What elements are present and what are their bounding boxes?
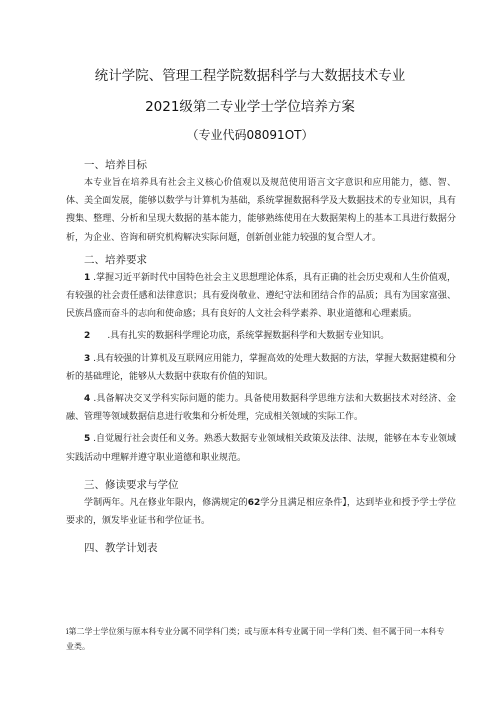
study-requirements-paragraph <box>66 494 456 530</box>
requirement-2-text: .具有扎实的数据科学理论功底，系统掌握数据科学和大数据专业知识。 <box>90 331 390 342</box>
section-heading-goals: 一、培养目标 <box>84 159 147 171</box>
section-heading-requirements: 二、培养要求 <box>84 253 147 266</box>
major-code: （专业代码08091OT） <box>186 128 314 142</box>
requirement-4-text: .具备解决交叉学科实际问题的能力。具备使用数据科学思维方法和大数据技术对经济、金融、管理等领域数据信息进行收集和分析处理，完成相关领域的实际工作。 <box>66 394 456 423</box>
requirement-3-number: 3 <box>84 353 91 364</box>
requirement-5-text: .自觉履行社会责任和义务。熟悉大数据专业领域相关政策及法律、法规，能够在本专业领域实践活动中理解并遵守职业道德和职业规范。 <box>66 434 456 463</box>
requirement-2-number: 2 <box>84 331 91 342</box>
requirement-4 <box>66 390 456 426</box>
study-text-a: 学制两年。凡在修业年限内，修满规定的 <box>84 497 248 508</box>
requirement-5 <box>66 430 456 466</box>
spacer <box>66 467 456 476</box>
section-heading-study-requirements: 三、修读要求与学位 <box>84 478 179 491</box>
requirement-2 <box>66 327 456 345</box>
requirement-1-number: 1 <box>84 272 91 283</box>
requirement-1 <box>66 269 456 324</box>
requirement-3-text: .具有较强的计算机及互联网应用能力，掌握高效的处理大数据的方法，掌握大数据建模和分析的基础理论，能够从大数据中获取有价值的知识。 <box>66 353 456 382</box>
document-title-line2: 2021级第二专业学士学位培养方案 <box>145 99 355 115</box>
study-text-b: 学分且满足相应条件】，达到毕业和授予学士学位要求的，颁发毕业证书和学位证书。 <box>66 497 456 527</box>
spacer <box>66 530 456 539</box>
footnote: i第二学士学位须与原本科专业分属不同学科门类；或与原本科专业属于同一学科门类、但不属于同一本科专业类。 <box>66 627 445 651</box>
document-title-line1: 统计学院、管理工程学院数据科学与大数据技术专业 <box>94 68 406 84</box>
requirement-1-text: .掌握习近平新时代中国特色社会主义思想理论体系，具有正确的社会历史观和人生价值观，有较强的社会责任感和法律意识；具有爱岗敬业、遵纪守法和团结合作的品质；具有为国家富强、民族昌盛而奋斗的志向和使命感；具有良好的人文社会科学素养、职业道德和心理素质。 <box>66 272 456 320</box>
goals-paragraph: 本专业旨在培养具有社会主义核心价值观以及规范使用语言文字意识和应用能力，德、智、体、美全面发展，能够以数学与计算机为基础，系统掌握数据科学及大数据技术的专业知识，具有搜集、整理、分析和呈现大数据的基本能力，能够熟练使用在大数据架构上的基本工具进行数据分析，为企业、咨询和研究机构解决实际问题，创新创业能力较强的复合型人才。 <box>66 178 456 243</box>
requirement-5-number: 5 <box>84 434 91 445</box>
credit-count: 62 <box>247 497 261 508</box>
section-heading-teaching-plan: 四、教学计划表 <box>84 542 158 555</box>
requirement-3 <box>66 350 456 386</box>
document-body <box>66 156 456 557</box>
requirement-4-number: 4 <box>84 394 91 405</box>
